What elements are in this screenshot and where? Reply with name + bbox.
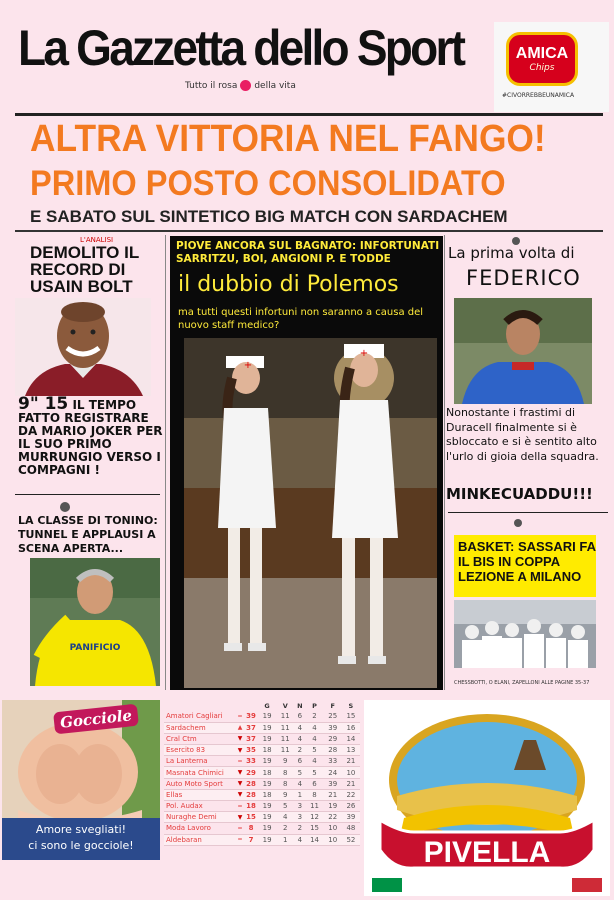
bolt-headline: DEMOLITO IL RECORD DI USAIN BOLT	[30, 243, 139, 296]
amica-name: AMICA	[515, 45, 569, 62]
games: 19	[258, 733, 276, 744]
team-name: Aldebaran	[164, 834, 236, 845]
header-pts	[244, 700, 258, 711]
points: 8	[244, 823, 258, 834]
federico-name: FEDERICO	[466, 266, 581, 290]
shirt-sponsor: PANIFICIO	[69, 643, 121, 653]
amica-hashtag: #CIVORREBBEUNAMICA	[502, 92, 575, 99]
standings-row	[164, 834, 360, 845]
wins: 11	[276, 745, 294, 756]
trend-icon: =	[236, 823, 244, 834]
goals-for: 10	[324, 834, 342, 845]
points: 35	[244, 745, 258, 756]
games: 19	[258, 756, 276, 767]
wins: 8	[276, 778, 294, 789]
right-divider	[448, 512, 608, 513]
tonino-photo	[30, 558, 160, 686]
goals-against: 48	[342, 823, 360, 834]
team-name: La Lanterna	[164, 756, 236, 767]
federico-shout: MINKECUADDU!!!	[446, 485, 593, 503]
games: 19	[258, 823, 276, 834]
points: 28	[244, 789, 258, 800]
losses: 4	[305, 722, 323, 733]
goals-against: 16	[342, 722, 360, 733]
standings-row	[164, 711, 360, 722]
team-name: Amatori Cagliari	[164, 711, 236, 722]
points: 37	[244, 722, 258, 733]
basket-footer: CHESSBOTTI, O ELANI, ZAPELLONI ALLE PAGINE 35-37	[454, 680, 590, 686]
gocciole-caption-line1: Amore svegliati!	[35, 823, 127, 836]
draws: 2	[294, 823, 305, 834]
pivella-ad[interactable]	[364, 700, 610, 896]
trend-icon: ▼	[236, 778, 244, 789]
basket-headline-box	[454, 535, 596, 597]
goals-for: 29	[324, 733, 342, 744]
tagline	[185, 80, 296, 91]
games: 19	[258, 801, 276, 812]
goals-for: 24	[324, 767, 342, 778]
team-name: Esercito 83	[164, 745, 236, 756]
points: 7	[244, 834, 258, 845]
standings-row	[164, 745, 360, 756]
trend-icon: =	[236, 801, 244, 812]
points: 33	[244, 756, 258, 767]
draws: 2	[294, 745, 305, 756]
team-name: Sardachem	[164, 722, 236, 733]
goals-for: 22	[324, 812, 342, 823]
games: 19	[258, 812, 276, 823]
games: 19	[258, 778, 276, 789]
wins: 9	[276, 756, 294, 767]
team-name: Moda Lavoro	[164, 823, 236, 834]
goals-for: 33	[324, 756, 342, 767]
team-name: Pol. Audax	[164, 801, 236, 812]
goals-against: 52	[342, 834, 360, 845]
federico-photo	[454, 298, 592, 404]
federico-article: Nonostante i frastimi di Duracell finalmente si è sbloccato e si è sentito alto l'urlo di gioia della squadra.	[446, 406, 599, 463]
wins: 4	[276, 812, 294, 823]
center-kicker: PIOVE ANCORA SUL BAGNATO: INFORTUNATI SARRITZU, BOI, ANGIONI P. E TODDE	[176, 240, 440, 265]
standings-row	[164, 722, 360, 733]
draws: 4	[294, 733, 305, 744]
team-name: Ellas	[164, 789, 236, 800]
standings-header	[164, 700, 360, 711]
trend-icon: ▼	[236, 812, 244, 823]
main-headline: ALTRA VITTORIA NEL FANGO!	[30, 118, 546, 160]
sub-headline: E SABATO SUL SINTETICO BIG MATCH CON SARDACHEM	[30, 207, 508, 226]
standings-row	[164, 733, 360, 744]
section-badge-icon	[514, 519, 522, 527]
center-title: il dubbio di Polemos	[178, 272, 399, 297]
goals-against: 39	[342, 812, 360, 823]
points: 37	[244, 733, 258, 744]
player-portrait-photo	[15, 298, 151, 396]
losses: 2	[305, 711, 323, 722]
bolt-description: IL TEMPO FATTO REGISTRARE DA MARIO JOKER PER IL SUO PRIMO MURRUNGIO VERSO I COMPAGNI !	[18, 398, 163, 477]
second-headline: PRIMO POSTO CONSOLIDATO	[30, 164, 506, 203]
draws: 3	[294, 801, 305, 812]
header-f: F	[330, 701, 335, 710]
goals-for: 39	[324, 778, 342, 789]
wins: 8	[276, 767, 294, 778]
standings-row	[164, 789, 360, 800]
bolt-text	[18, 394, 168, 477]
points: 29	[244, 767, 258, 778]
trend-icon: ▲	[236, 722, 244, 733]
header-n: N	[297, 701, 303, 710]
header-g: G	[264, 701, 270, 710]
draws: 3	[294, 812, 305, 823]
standings-row	[164, 823, 360, 834]
header-team	[164, 700, 236, 711]
column-divider-right	[444, 235, 445, 690]
standings-row	[164, 756, 360, 767]
headline-divider	[15, 230, 603, 232]
tagline-right: della vita	[254, 80, 296, 91]
left-divider	[15, 494, 160, 495]
header-trend	[236, 700, 244, 711]
trend-icon: =	[236, 834, 244, 845]
trend-icon: ▼	[236, 789, 244, 800]
games: 19	[258, 722, 276, 733]
losses: 11	[305, 801, 323, 812]
goals-against: 15	[342, 711, 360, 722]
games: 18	[258, 767, 276, 778]
gocciole-brand: Gocciole	[53, 704, 139, 735]
svg-text:+: +	[243, 360, 253, 371]
points: 18	[244, 801, 258, 812]
points: 39	[244, 711, 258, 722]
nurses-photo	[184, 338, 437, 688]
goals-against: 14	[342, 733, 360, 744]
header-s: S	[348, 701, 354, 710]
goals-against: 22	[342, 789, 360, 800]
amica-sub: Chips	[529, 63, 555, 73]
goals-for: 28	[324, 745, 342, 756]
losses: 5	[305, 745, 323, 756]
games: 19	[258, 711, 276, 722]
points: 28	[244, 778, 258, 789]
goals-for: 19	[324, 801, 342, 812]
team-name: Nuraghe Demi	[164, 812, 236, 823]
center-feature	[170, 236, 443, 690]
losses: 14	[305, 834, 323, 845]
trend-icon: =	[236, 711, 244, 722]
analisi-kicker: L'ANALISI	[80, 236, 114, 244]
federico-kicker: La prima volta di	[448, 244, 575, 262]
wins: 11	[276, 733, 294, 744]
masthead	[18, 18, 488, 88]
losses: 8	[305, 789, 323, 800]
header-v: V	[282, 701, 288, 710]
losses: 15	[305, 823, 323, 834]
tagline-left: Tutto il rosa	[185, 80, 238, 91]
games: 19	[258, 834, 276, 845]
trend-icon: ▼	[236, 733, 244, 744]
goals-against: 21	[342, 778, 360, 789]
wins: 9	[276, 789, 294, 800]
standings-body	[164, 711, 360, 845]
basket-headline: BASKET: SASSARI FA IL BIS IN COPPA LEZIONE A MILANO	[458, 539, 596, 584]
pivella-brand: PIVELLA	[423, 836, 551, 869]
goals-against: 21	[342, 756, 360, 767]
center-subtitle: ma tutti questi infortuni non saranno a causa del nuovo staff medico?	[178, 307, 424, 331]
gocciole-ad[interactable]	[2, 700, 160, 860]
wins: 5	[276, 801, 294, 812]
draws: 5	[294, 767, 305, 778]
wins: 11	[276, 711, 294, 722]
draws: 1	[294, 789, 305, 800]
trend-icon: ▼	[236, 745, 244, 756]
newspaper-logo: La Gazzetta dello Sport	[18, 20, 464, 76]
goals-for: 25	[324, 711, 342, 722]
section-badge-icon	[60, 502, 70, 512]
svg-text:+: +	[359, 348, 369, 359]
basket-team-photo	[454, 600, 596, 668]
amica-logo	[506, 32, 578, 86]
pink-dot-icon	[240, 80, 251, 91]
draws: 6	[294, 756, 305, 767]
losses: 4	[305, 756, 323, 767]
losses: 12	[305, 812, 323, 823]
wins: 11	[276, 722, 294, 733]
trend-icon: ▼	[236, 767, 244, 778]
standings-row	[164, 812, 360, 823]
draws: 4	[294, 722, 305, 733]
masthead-divider	[15, 113, 603, 116]
goals-for: 10	[324, 823, 342, 834]
points: 15	[244, 812, 258, 823]
trend-icon: =	[236, 756, 244, 767]
tonino-headline: LA CLASSE DI TONINO: TUNNEL E APPLAUSI A SCENA APERTA...	[18, 514, 158, 555]
bolt-time: 9" 15	[18, 394, 69, 414]
goals-for: 39	[324, 722, 342, 733]
gocciole-caption-line2: ci sono le gocciole!	[28, 839, 134, 852]
sponsor-amica	[494, 22, 609, 112]
losses: 5	[305, 767, 323, 778]
team-name: Cral Ctm	[164, 733, 236, 744]
standings-table	[164, 700, 360, 846]
team-name: Auto Moto Sport	[164, 778, 236, 789]
team-name: Masnata Chimici	[164, 767, 236, 778]
wins: 1	[276, 834, 294, 845]
losses: 4	[305, 733, 323, 744]
goals-for: 21	[324, 789, 342, 800]
goals-against: 26	[342, 801, 360, 812]
games: 18	[258, 745, 276, 756]
gocciole-caption	[2, 818, 160, 860]
standings-row	[164, 801, 360, 812]
games: 18	[258, 789, 276, 800]
draws: 6	[294, 711, 305, 722]
goals-against: 13	[342, 745, 360, 756]
draws: 4	[294, 834, 305, 845]
wins: 2	[276, 823, 294, 834]
standings-row	[164, 778, 360, 789]
goals-against: 10	[342, 767, 360, 778]
header-p: P	[312, 701, 317, 710]
losses: 6	[305, 778, 323, 789]
draws: 4	[294, 778, 305, 789]
standings-row	[164, 767, 360, 778]
